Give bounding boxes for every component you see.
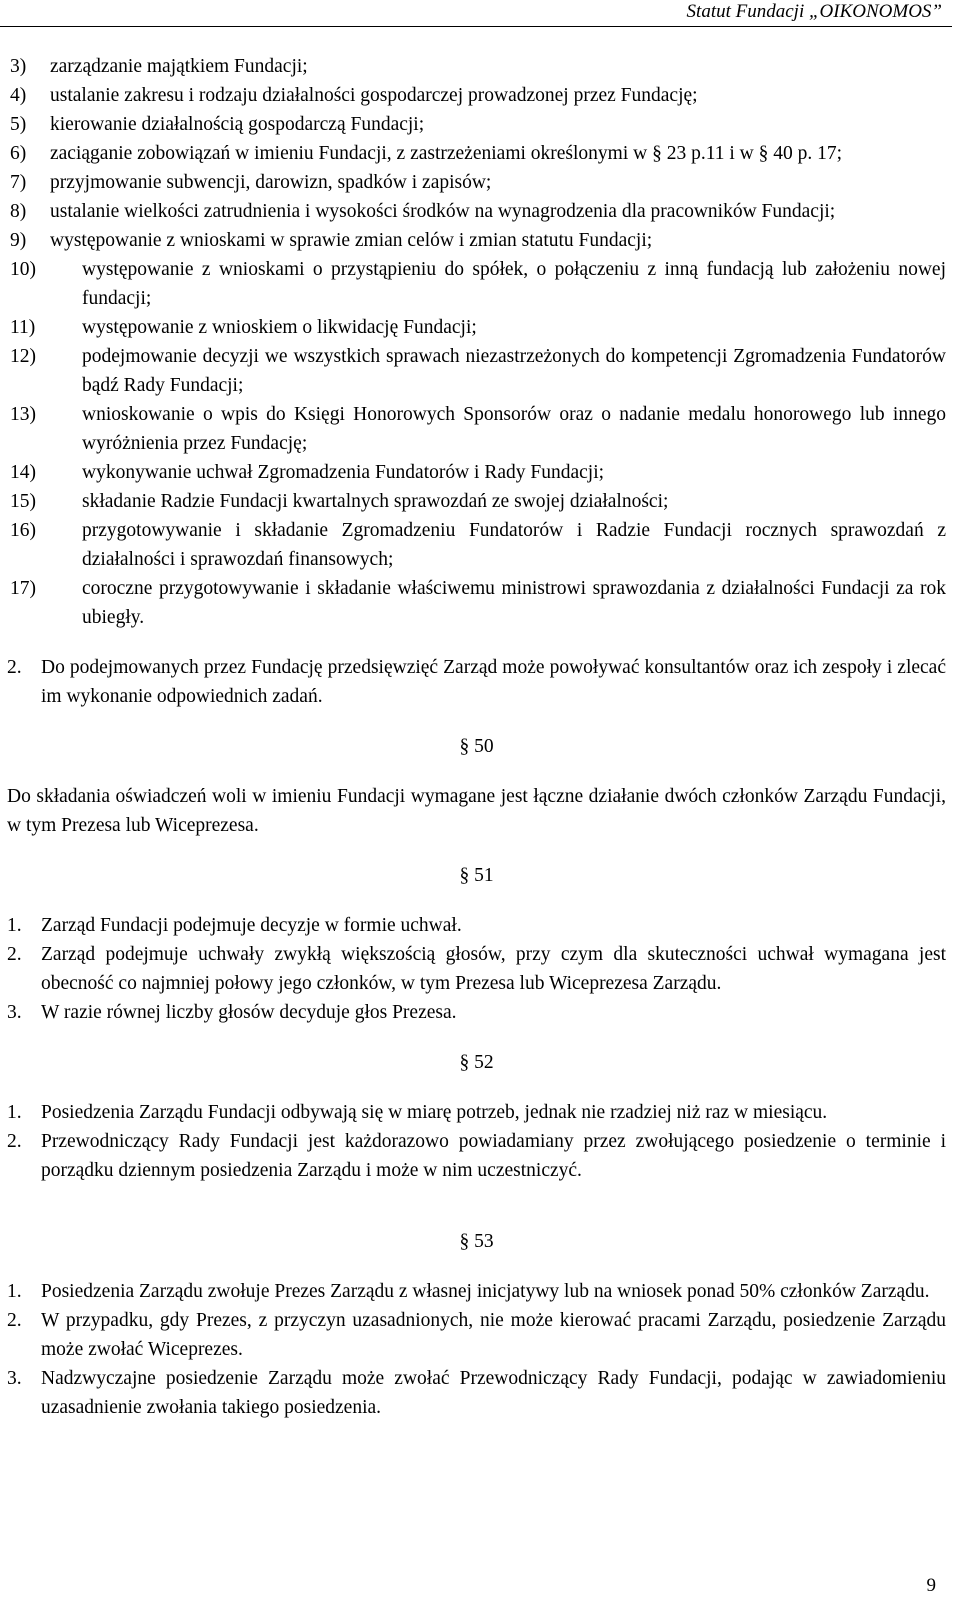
duties-list-b <box>7 255 946 632</box>
item-number: 16) <box>10 520 36 541</box>
list-item <box>7 1364 946 1422</box>
list-item <box>7 1277 946 1306</box>
item-number: 3) <box>10 56 27 77</box>
page-number: 9 <box>926 1575 936 1596</box>
item-number: 3. <box>7 1368 22 1389</box>
running-header: Statut Fundacji „OIKONOMOS” <box>686 1 942 22</box>
item-number: 3. <box>7 1002 22 1023</box>
item-text: przygotowywanie i składanie Zgromadzeniu Fundatorów i Radzie Fundacji rocznych sprawozdań z działalności i sprawozdań finansowych; <box>82 520 946 570</box>
item-number: 2. <box>7 1310 22 1331</box>
item-text: kierowanie działalnością gospodarczą Fundacji; <box>50 114 425 135</box>
list-item <box>7 940 946 998</box>
section-50-text: Do składania oświadczeń woli w imieniu Fundacji wymagane jest łączne działanie dwóch członków Zarządu Fundacji, w tym Prezesa lub Wiceprezesa. <box>7 786 946 836</box>
list-item <box>7 487 946 516</box>
item-text: Posiedzenia Zarządu Fundacji odbywają się w miarę potrzeb, jednak nie rzadziej niż raz w miesiącu. <box>41 1102 828 1123</box>
item-number: 1. <box>7 1281 22 1302</box>
duties-list-a <box>7 52 946 255</box>
item-text: Zarząd podejmuje uchwały zwykłą większością głosów, przy czym dla skuteczności uchwał wymagana jest obecność co najmniej połowy jego członków, w tym Prezesa lub Wiceprezesa Zarządu. <box>41 944 946 994</box>
item-text: składanie Radzie Fundacji kwartalnych sprawozdań ze swojej działalności; <box>82 491 669 512</box>
list-item <box>7 81 946 110</box>
list-item <box>7 1127 946 1185</box>
list-item <box>7 52 946 81</box>
item-number: 13) <box>10 404 36 425</box>
list-item <box>7 342 946 400</box>
list-item <box>7 168 946 197</box>
item-number: 1. <box>7 1102 22 1123</box>
list-item <box>7 574 946 632</box>
item-text: Posiedzenia Zarządu zwołuje Prezes Zarządu z własnej inicjatywy lub na wniosek ponad 50% członków Zarządu. <box>41 1281 930 1302</box>
item-text: podejmowanie decyzji we wszystkich sprawach niezastrzeżonych do kompetencji Zgromadzenia Fundatorów bądź Rady Fundacji; <box>82 346 946 396</box>
section-title-51: § 51 <box>459 865 494 886</box>
item-number: 15) <box>10 491 36 512</box>
item-text: zaciąganie zobowiązań w imieniu Fundacji, z zastrzeżeniami określonymi w § 23 p.11 i w § 40 p. 17; <box>50 143 843 164</box>
item-text: zarządzanie majątkiem Fundacji; <box>50 56 308 77</box>
list-item <box>7 1306 946 1364</box>
item-number: 7) <box>10 172 27 193</box>
list-item <box>7 139 946 168</box>
item-number: 2. <box>7 1131 22 1152</box>
list-item <box>7 110 946 139</box>
item-text: Do podejmowanych przez Fundację przedsięwzięć Zarząd może powoływać konsultantów oraz ich zespoły i zlecać im wykonanie odpowiednich zadań. <box>41 657 946 707</box>
item-number: 6) <box>10 143 27 164</box>
list-item <box>7 998 946 1027</box>
list-item <box>7 255 946 313</box>
item-text: W przypadku, gdy Prezes, z przyczyn uzasadnionych, nie może kierować pracami Zarządu, posiedzenie Zarządu może zwołać Wiceprezes. <box>41 1310 946 1360</box>
item-text: przyjmowanie subwencji, darowizn, spadków i zapisów; <box>50 172 492 193</box>
item-text: wykonywanie uchwał Zgromadzenia Fundatorów i Rady Fundacji; <box>82 462 605 483</box>
item-number: 11) <box>10 317 36 338</box>
page-content <box>7 52 946 1422</box>
item-number: 9) <box>10 230 27 251</box>
item-text: Zarząd Fundacji podejmuje decyzje w formie uchwał. <box>41 915 462 936</box>
item-text: Przewodniczący Rady Fundacji jest każdorazowo powiadamiany przez zwołującego posiedzenie o terminie i porządku dziennym posiedzenia Zarządu i może w nim uczestniczyć. <box>41 1131 946 1181</box>
item-text: ustalanie zakresu i rodzaju działalności gospodarczej prowadzonej przez Fundację; <box>50 85 698 106</box>
item-number: 1. <box>7 915 22 936</box>
item-number: 10) <box>10 259 36 280</box>
list-item <box>7 458 946 487</box>
item-number: 17) <box>10 578 36 599</box>
item-number: 2. <box>7 657 22 678</box>
section-title-52: § 52 <box>459 1052 494 1073</box>
list-item <box>7 313 946 342</box>
list-item <box>7 400 946 458</box>
header-rule <box>0 26 952 27</box>
item-text: występowanie z wnioskiem o likwidację Fundacji; <box>82 317 477 338</box>
list-item <box>7 516 946 574</box>
item-number: 2. <box>7 944 22 965</box>
item-number: 8) <box>10 201 27 222</box>
list-item <box>7 1098 946 1127</box>
item-text: ustalanie wielkości zatrudnienia i wysokości środków na wynagrodzenia dla pracowników Fundacji; <box>50 201 836 222</box>
item-text: występowanie z wnioskami w sprawie zmian celów i zmian statutu Fundacji; <box>50 230 653 251</box>
list-item <box>7 911 946 940</box>
item-number: 14) <box>10 462 36 483</box>
list-item <box>7 197 946 226</box>
item-number: 4) <box>10 85 27 106</box>
item-text: występowanie z wnioskami o przystąpieniu do spółek, o połączeniu z inną fundacją lub założeniu nowej fundacji; <box>82 259 946 309</box>
item-text: wnioskowanie o wpis do Księgi Honorowych Sponsorów oraz o nadanie medalu honorowego lub innego wyróżnienia przez Fundację; <box>82 404 946 454</box>
item-text: W razie równej liczby głosów decyduje głos Prezesa. <box>41 1002 457 1023</box>
item-text: coroczne przygotowywanie i składanie właściwemu ministrowi sprawozdania z działalności Fundacji za rok ubiegły. <box>82 578 946 628</box>
point-2 <box>7 653 946 711</box>
item-number: 5) <box>10 114 27 135</box>
list-item <box>7 226 946 255</box>
section-title-50: § 50 <box>459 736 494 757</box>
section-title-53: § 53 <box>459 1231 494 1252</box>
item-text: Nadzwyczajne posiedzenie Zarządu może zwołać Przewodniczący Rady Fundacji, podając w zawiadomieniu uzasadnienie zwołania takiego posiedzenia. <box>41 1368 946 1418</box>
item-number: 12) <box>10 346 36 367</box>
